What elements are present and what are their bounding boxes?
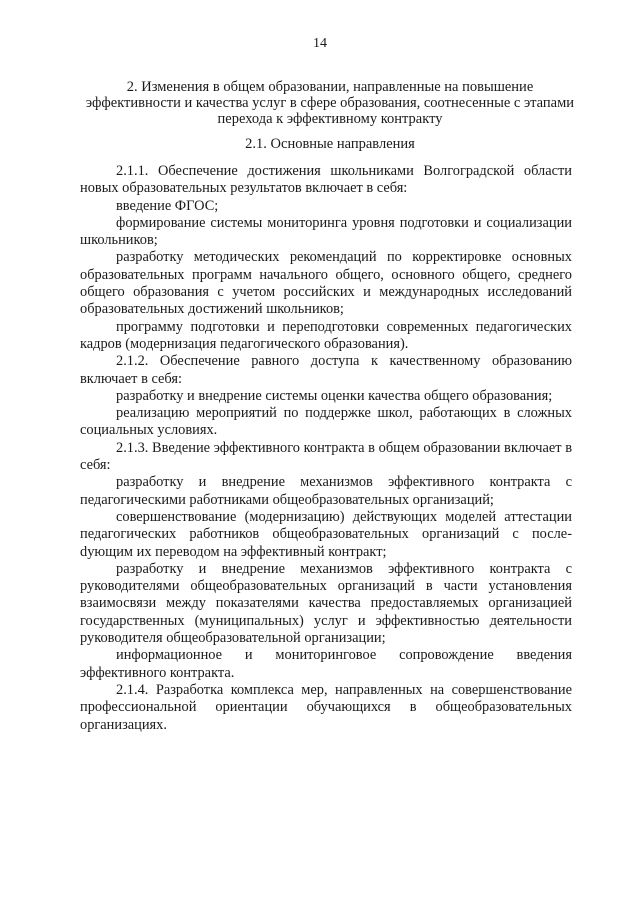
subsection-heading: 2.1. Основные направления	[245, 136, 415, 152]
paragraph: разработку и внедрение системы оценки качества общего образования;	[116, 387, 553, 404]
paragraph: реализацию мероприятий по поддержке школ, работающих в сложных социальных условиях.	[80, 405, 572, 439]
page-number: 14	[313, 36, 327, 51]
paragraph: информационное и мониторинговое сопровождение введения эффективного контракта.	[80, 647, 572, 681]
section-heading: 2. Изменения в общем образовании, направленные на повышение эффективности и качества услуг в сфере образования, соотнесенные с этапами перехода к эффективному контракту	[85, 79, 575, 127]
paragraph: формирование системы мониторинга уровня подготовки и социализации школьников;	[80, 214, 572, 249]
paragraph: программу подготовки и переподготовки современных педагогических кадров (модернизация педагогического образования).	[80, 318, 572, 352]
paragraph: разработку и внедрение механизмов эффективного контракта с руководителями общеобразовательных организаций в части установления взаимосвязи между показателями качества предоставляемых организацией государственных (муниципальных) услуг и эффективностью деятельности руководителя общеобразовательной организации;	[80, 560, 572, 647]
paragraph: разработку методических рекомендаций по корректировке основных образовательных программ начального общего, основного общего, среднего общего образования с учетом российских и международных исследований образовательных достижений школьников;	[80, 249, 572, 318]
paragraph: совершенствование (модернизацию) действующих моделей аттестации педагогических работников общеобразовательных организаций с послеdующим их переводом на эффективный контракт;	[80, 508, 572, 560]
paragraph: 2.1.3. Введение эффективного контракта в общем образовании включает в себя:	[80, 439, 572, 474]
paragraph: разработку и внедрение механизмов эффективного контракта с педагогическими работниками общеобразовательных организаций;	[80, 474, 572, 508]
paragraph: 2.1.4. Разработка комплекса мер, направленных на совершенствование профессиональной ориентации обучающихся в общеобразовательных организациях.	[80, 681, 572, 733]
paragraph: 2.1.1. Обеспечение достижения школьниками Волгоградской области новых образовательных результатов включает в себя:	[80, 163, 572, 197]
body-text	[80, 163, 572, 734]
paragraph: введение ФГОС;	[116, 197, 219, 214]
paragraph: 2.1.2. Обеспечение равного доступа к качественному образованию включает в себя:	[80, 353, 572, 387]
